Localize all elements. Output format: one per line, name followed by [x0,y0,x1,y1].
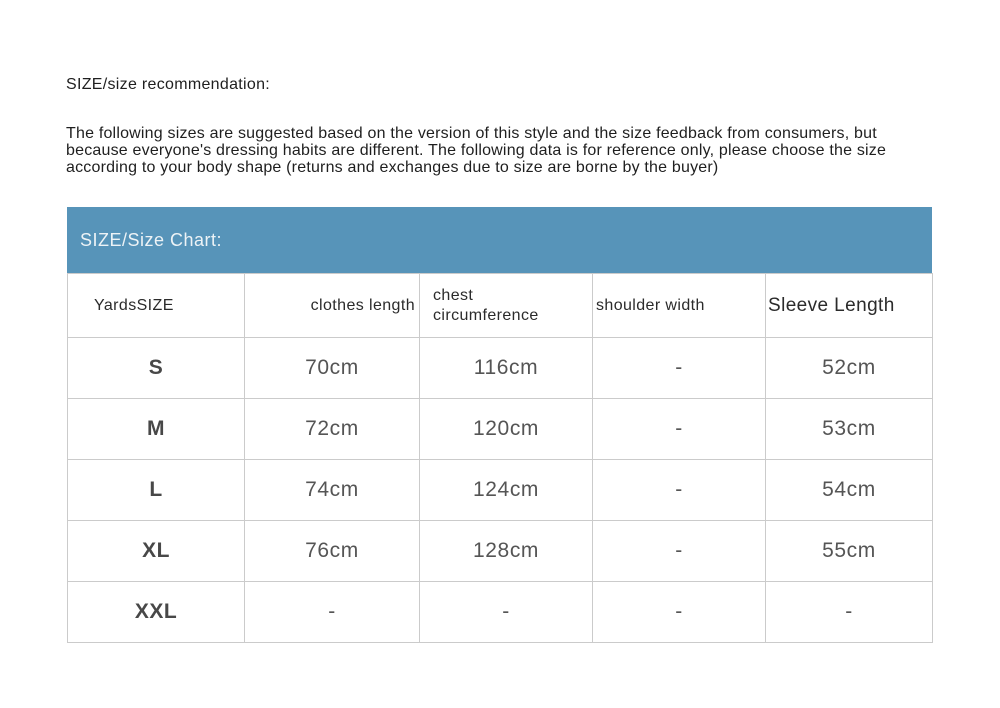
clothes-length-cell: - [245,582,420,643]
chest-circumference-cell: 120cm [420,399,593,460]
sleeve-length-cell: 54cm [766,460,933,521]
shoulder-width-cell: - [593,399,766,460]
size-label-cell: M [68,399,245,460]
column-header-clothes-length: clothes length [245,274,420,338]
size-row-m [68,399,933,460]
size-label-cell: L [68,460,245,521]
size-table-header-row [68,274,933,338]
chest-circumference-cell: - [420,582,593,643]
size-recommendation-paragraph: The following sizes are suggested based on the version of this style and the size feedback from consumers, but because everyone's dressing habits are different. The following data is for reference only, please choose the size according to your body shape (returns and exchanges due to size are borne by the buyer) [66,125,887,176]
column-header-chest-circumference: chest circumference [420,274,593,338]
size-label-cell: XXL [68,582,245,643]
size-row-xxl [68,582,933,643]
size-label-cell: XL [68,521,245,582]
size-chart-section [67,207,932,643]
sleeve-length-cell: 52cm [766,338,933,399]
size-table [67,273,933,643]
column-header-shoulder-width: shoulder width [593,274,766,338]
shoulder-width-cell: - [593,582,766,643]
clothes-length-cell: 70cm [245,338,420,399]
sleeve-length-cell: 53cm [766,399,933,460]
chest-circumference-cell: 124cm [420,460,593,521]
clothes-length-cell: 72cm [245,399,420,460]
shoulder-width-cell: - [593,460,766,521]
size-row-s [68,338,933,399]
chest-circumference-cell: 116cm [420,338,593,399]
column-header-sleeve-length: Sleeve Length [766,274,933,338]
clothes-length-cell: 74cm [245,460,420,521]
size-label-cell: S [68,338,245,399]
sleeve-length-cell: 55cm [766,521,933,582]
size-row-l [68,460,933,521]
shoulder-width-cell: - [593,521,766,582]
size-chart-title-bar [67,207,932,273]
shoulder-width-cell: - [593,338,766,399]
size-chart-title: SIZE/Size Chart: [80,229,223,250]
chest-circumference-cell: 128cm [420,521,593,582]
clothes-length-cell: 76cm [245,521,420,582]
size-recommendation-heading: SIZE/size recommendation: [66,76,271,93]
column-header-yards-size: YardsSIZE [68,274,245,338]
size-row-xl [68,521,933,582]
sleeve-length-cell: - [766,582,933,643]
